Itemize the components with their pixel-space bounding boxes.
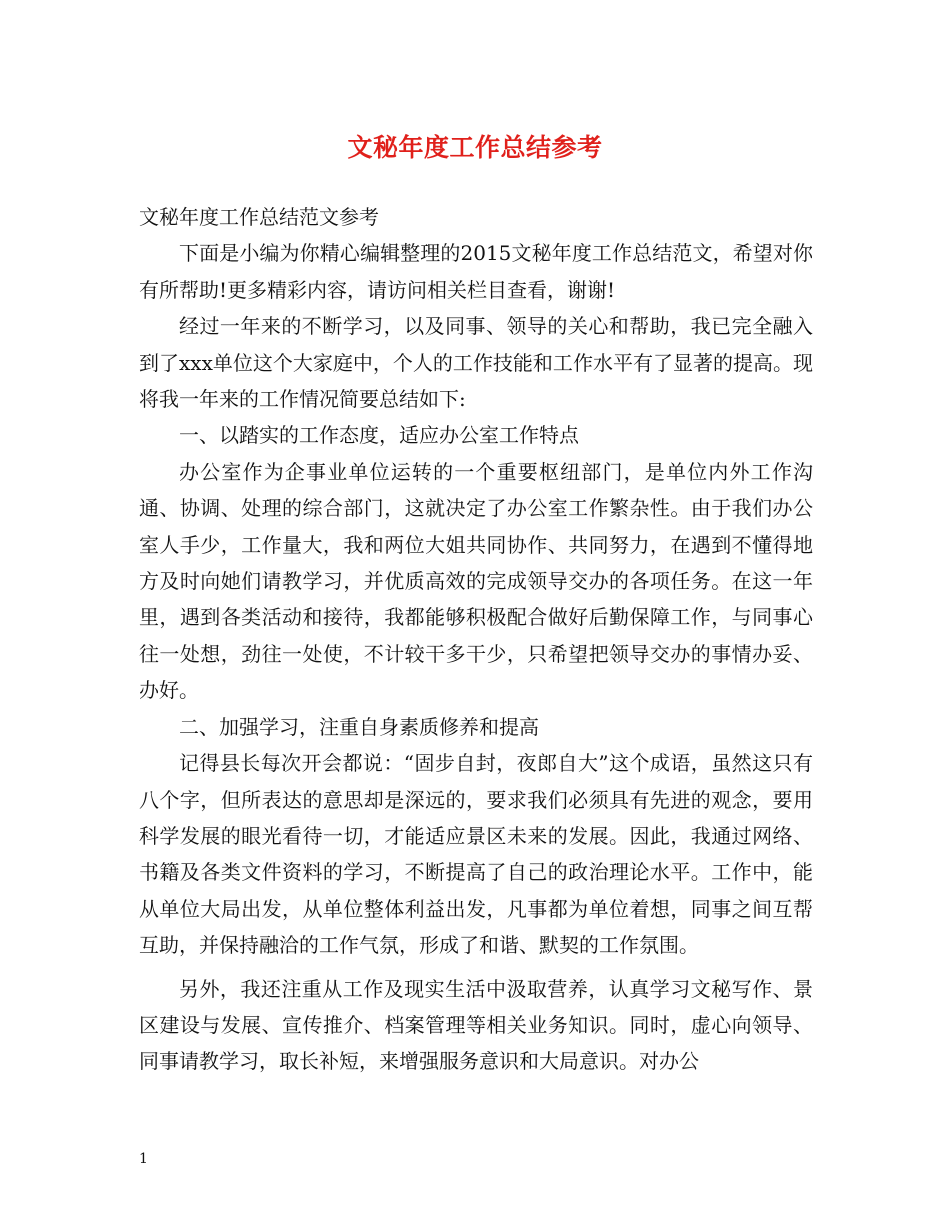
document-body — [139, 199, 813, 1080]
additional-paragraph: 另外，我还注重从工作及现实生活中汲取营养，认真学习文秘写作、景区建设与发展、宣传推介、档案管理等相关业务知识。同时，虚心向领导、同事请教学习，取长补短，来增强服务意识和大局意识。对办公 — [139, 976, 813, 1074]
intro-paragraph: 下面是小编为你精心编辑整理的2015文秘年度工作总结范文，希望对你有所帮助!更多精彩内容，请访问相关栏目查看，谢谢! — [139, 241, 813, 302]
section-heading-two: 二、加强学习，注重自身素质修养和提高 — [179, 714, 539, 739]
section-two-paragraph: 记得县长每次开会都说：“固步自封，夜郎自大”这个成语，虽然这只有八个字，但所表达的意思却是深远的，要求我们必须具有先进的观念，要用科学发展的眼光看待一切，才能适应景区未来的发展。因此，我通过网络、书籍及各类文件资料的学习，不断提高了自己的政治理论水平。工作中，能从单位大局出发，从单位整体利益出发，凡事都为单位着想，同事之间互帮互助，并保持融洽的工作气氛，形成了和谐、默契的工作氛围。 — [139, 751, 813, 958]
section-one-paragraph: 办公室作为企事业单位运转的一个重要枢纽部门，是单位内外工作沟通、协调、处理的综合部门，这就决定了办公室工作繁杂性。由于我们办公室人手少，工作量大，我和两位大姐共同协作、共同努力，在遇到不懂得地方及时向她们请教学习，并优质高效的完成领导交办的各项任务。在这一年里，遇到各类活动和接待，我都能够积极配合做好后勤保障工作，与同事心往一处想，劲往一处使，不计较干多干少，只希望把领导交办的事情办妥、办好。 — [139, 459, 813, 703]
document-title: 文秘年度工作总结参考 — [347, 133, 603, 162]
subtitle-paragraph: 文秘年度工作总结范文参考 — [139, 205, 379, 229]
page-number: 1 — [139, 1151, 148, 1167]
overview-paragraph: 经过一年来的不断学习，以及同事、领导的关心和帮助，我已完全融入到了xxx单位这个大家庭中，个人的工作技能和工作水平有了显著的提高。现将我一年来的工作情况简要总结如下: — [139, 314, 813, 412]
section-heading-one: 一、以踏实的工作态度，适应办公室工作特点 — [179, 423, 579, 448]
